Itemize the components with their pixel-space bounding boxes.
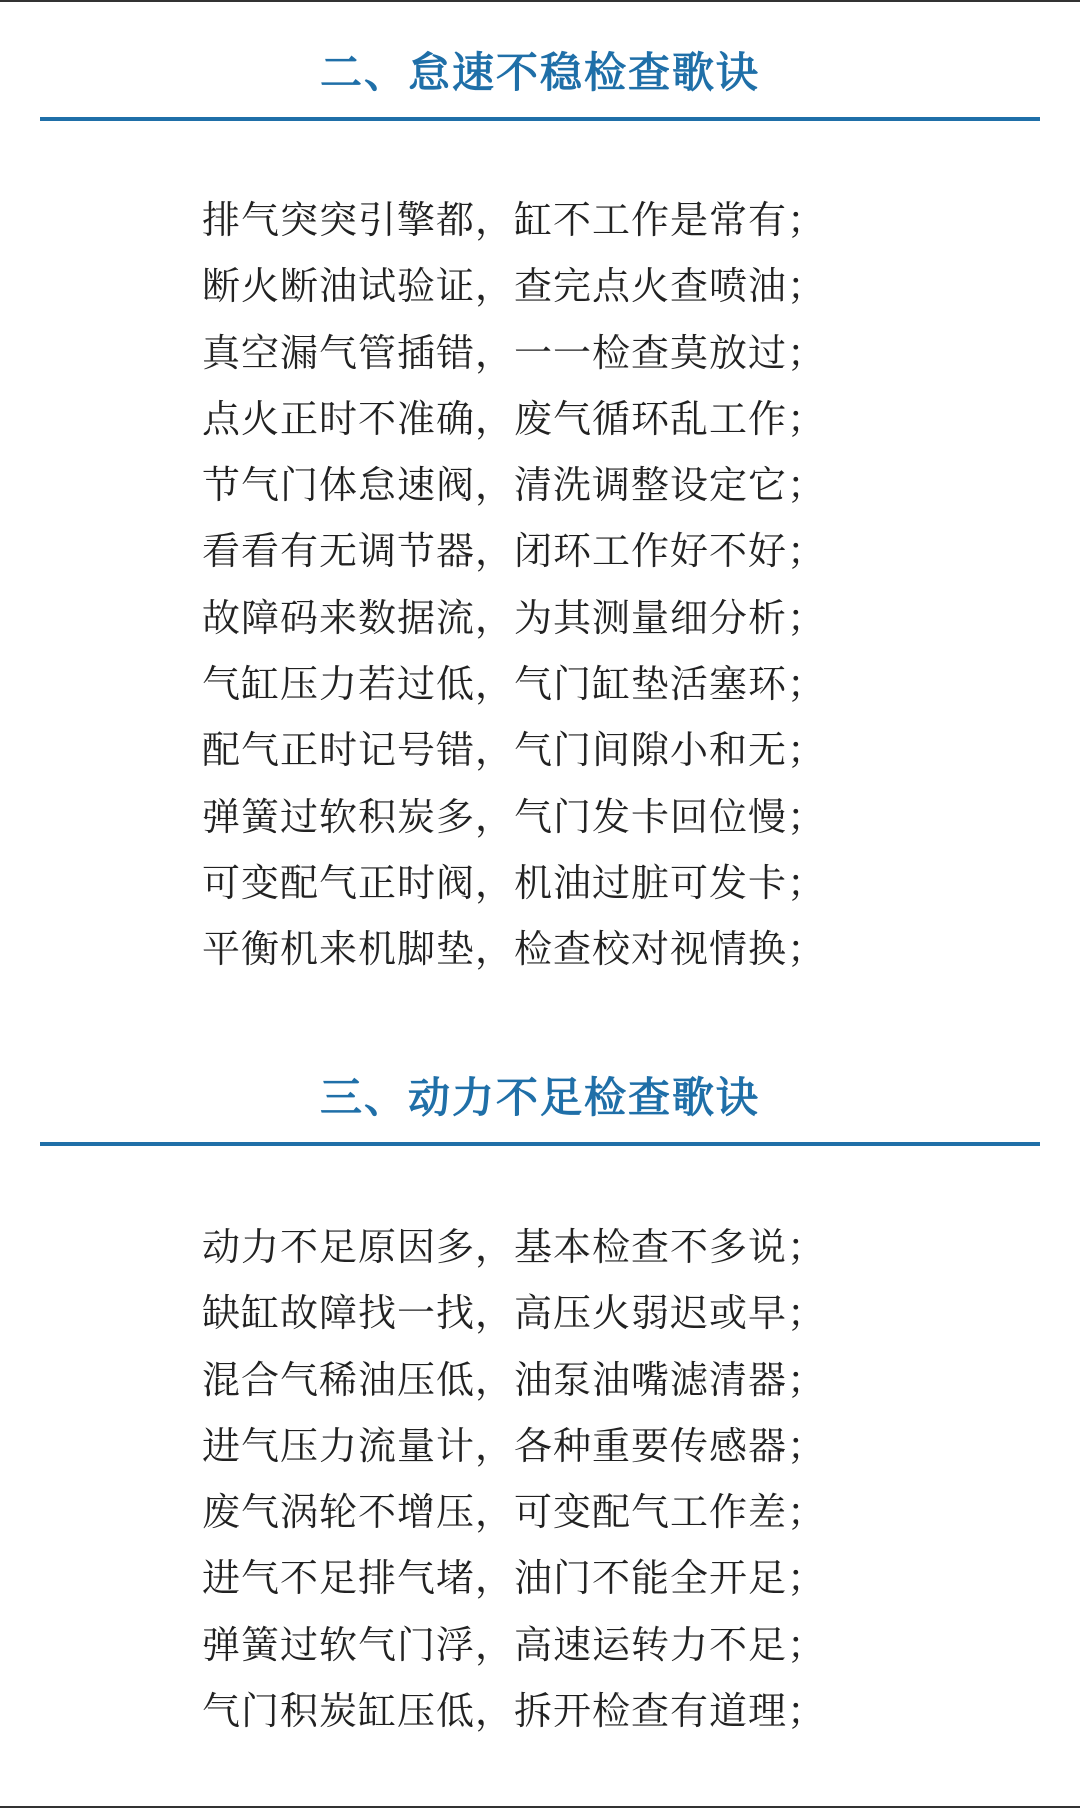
verse-line: 配气正时记号错，气门间隙小和无； [202, 728, 827, 773]
verse-line: 可变配气正时阀，机油过脏可发卡； [202, 860, 827, 905]
section-divider [40, 117, 1040, 121]
verse-list [202, 187, 826, 983]
verse-line: 动力不足原因多，基本检查不多说； [202, 1225, 827, 1269]
verse-line: 气缸压力若过低，气门缸垫活塞环； [202, 662, 827, 707]
verse-list [202, 1214, 826, 1744]
verse-line: 看看有无调节器，闭环工作好不好； [202, 529, 827, 574]
verse-line: 进气压力流量计，各种重要传感器； [202, 1423, 827, 1468]
verse-line: 平衡机来机脚垫，检查校对视情换； [202, 927, 827, 972]
verse-line: 混合气稀油压低，油泵油嘴滤清器； [202, 1357, 827, 1402]
section-title: 三、动力不足检查歌诀 [319, 1073, 760, 1122]
verse-line: 节气门体怠速阀，清洗调整设定它； [202, 463, 827, 508]
verse-line: 缺缸故障找一找，高压火弱迟或早； [202, 1291, 827, 1336]
verse-line: 弹簧过软气门浮，高速运转力不足； [202, 1622, 827, 1667]
verse-line: 真空漏气管插错，一一检查莫放过； [202, 330, 827, 375]
verse-line: 断火断油试验证，查完点火查喷油； [202, 264, 827, 309]
top-border [0, 0, 1080, 2]
section-title: 二、怠速不稳检查歌诀 [319, 48, 760, 97]
verse-line: 排气突突引擎都，缸不工作是常有； [202, 198, 827, 242]
verse-line: 废气涡轮不增压，可变配气工作差； [202, 1490, 827, 1535]
verse-line: 弹簧过软积炭多，气门发卡回位慢； [202, 794, 827, 839]
verse-line: 气门积炭缸压低，拆开检查有道理； [202, 1689, 827, 1734]
verse-line: 点火正时不准确，废气循环乱工作； [202, 396, 827, 441]
verse-line: 进气不足排气堵，油门不能全开足； [202, 1556, 827, 1601]
verse-line: 故障码来数据流，为其测量细分析； [202, 595, 827, 640]
section-divider [40, 1142, 1040, 1146]
